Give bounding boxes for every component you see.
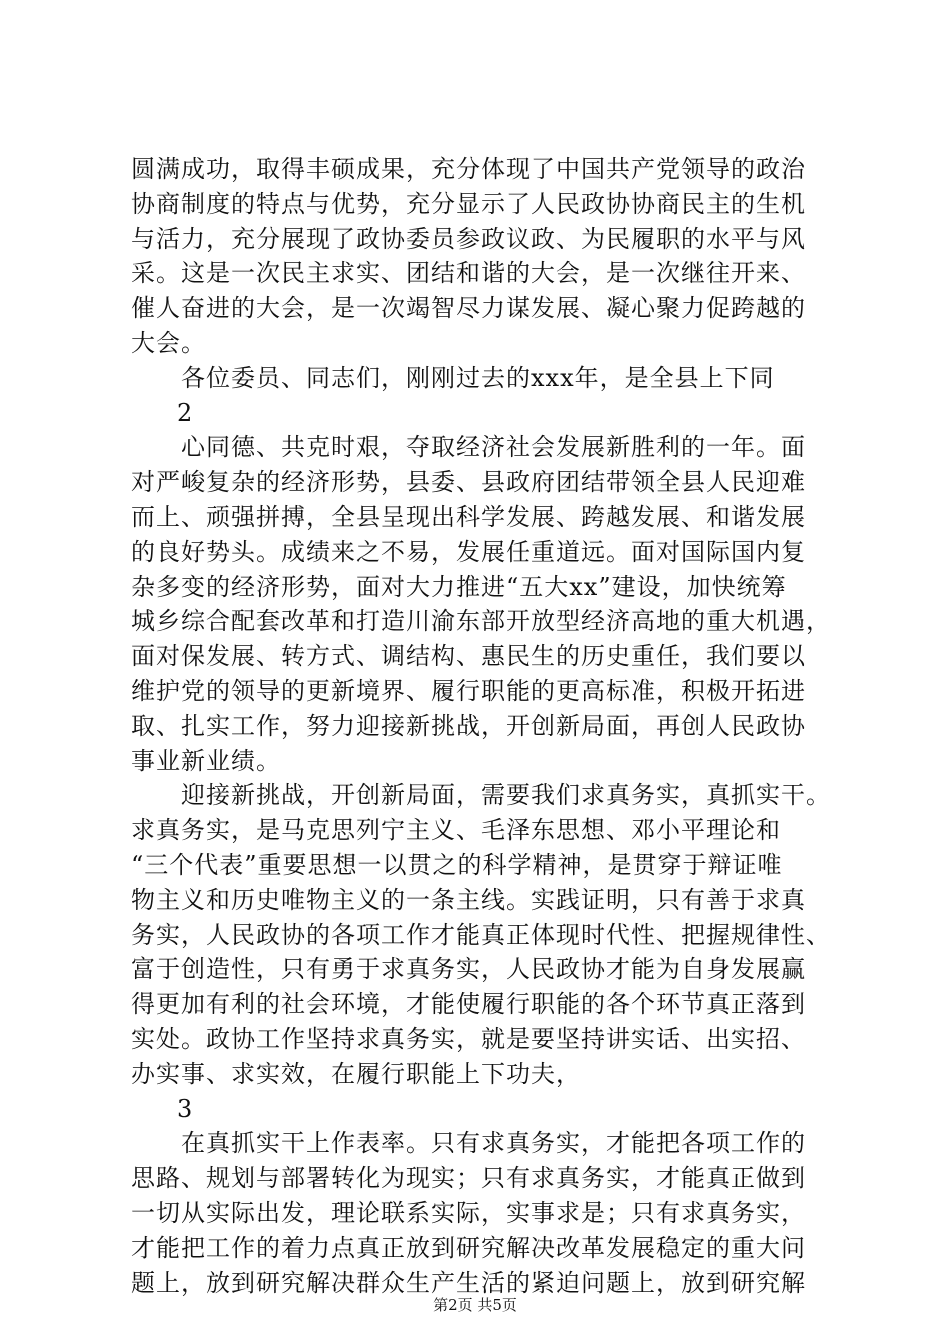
page-footer: 第2页 共5页 [433,1296,517,1314]
text-line: 办实事、求实效，在履行职能上下功夫， [131,1059,581,1088]
text-line: “三个代表”重要思想一以贯之的科学精神，是贯穿于辩证唯 [131,850,783,879]
text-line: 催人奋进的大会，是一次竭智尽力谋发展、凝心聚力促跨越的 [131,294,806,323]
paragraph-start-line: 在真抓实干上作表率。只有求真务实，才能把各项工作的 [181,1129,806,1158]
text-line: 取、扎实工作，努力迎接新挑战，开创新局面，再创人民政协 [131,711,806,740]
text-line: 思路、规划与部署转化为现实；只有求真务实，才能真正做到 [131,1164,806,1193]
text-line: 杂多变的经济形势，面对大力推进“五大xx”建设，加快统筹 [131,572,787,601]
inline-page-number: 2 [177,398,194,427]
text-line: 一切从实际出发，理论联系实际，实事求是；只有求真务实， [131,1198,806,1227]
text-line: 事业新业绩。 [131,746,281,775]
inline-page-number: 3 [177,1094,194,1123]
text-line: 大会。 [131,328,206,357]
paragraph-start-line: 迎接新挑战，开创新局面，需要我们求真务实，真抓实干。 [181,781,831,810]
text-line: 才能把工作的着力点真正放到研究解决改革发展稳定的重大问 [131,1233,806,1262]
text-line: 物主义和历史唯物主义的一条主线。实践证明，只有善于求真 [131,885,806,914]
paragraph-start-line: 各位委员、同志们，刚刚过去的xxx年，是全县上下同 [181,363,775,392]
body-text [131,152,831,1300]
text-line: 采。这是一次民主求实、团结和谐的大会，是一次继往开来、 [131,259,806,288]
text-line: 务实，人民政协的各项工作才能真正体现时代性、把握规律性、 [131,920,831,949]
text-line: 圆满成功，取得丰硕成果，充分体现了中国共产党领导的政治 [131,155,806,183]
text-line: 题上，放到研究解决群众生产生活的紧迫问题上，放到研究解 [131,1268,806,1297]
text-line: 城乡综合配套改革和打造川渝东部开放型经济高地的重大机遇， [131,607,831,636]
text-line: 求真务实，是马克思列宁主义、毛泽东思想、邓小平理论和 [131,816,781,845]
text-line: 实处。政协工作坚持求真务实，就是要坚持讲实话、出实招、 [131,1024,806,1053]
text-line: 富于创造性，只有勇于求真务实，人民政协才能为自身发展赢 [131,955,806,984]
text-line: 得更加有利的社会环境，才能使履行职能的各个环节真正落到 [131,990,806,1019]
text-line: 的良好势头。成绩来之不易，发展任重道远。面对国际国内复 [131,537,806,566]
text-line: 协商制度的特点与优势，充分显示了人民政协协商民主的生机 [131,189,806,218]
paragraph-start-line: 心同德、共克时艰，夺取经济社会发展新胜利的一年。面 [181,433,806,462]
text-line: 维护党的领导的更新境界、履行职能的更高标准，积极开拓进 [131,676,806,705]
text-line: 与活力，充分展现了政协委员参政议政、为民履职的水平与风 [131,224,806,253]
text-line: 对严峻复杂的经济形势，县委、县政府团结带领全县人民迎难 [131,468,806,497]
text-line: 而上、顽强拼搏，全县呈现出科学发展、跨越发展、和谐发展 [131,502,806,531]
text-line: 面对保发展、转方式、调结构、惠民生的历史重任，我们要以 [131,642,806,671]
